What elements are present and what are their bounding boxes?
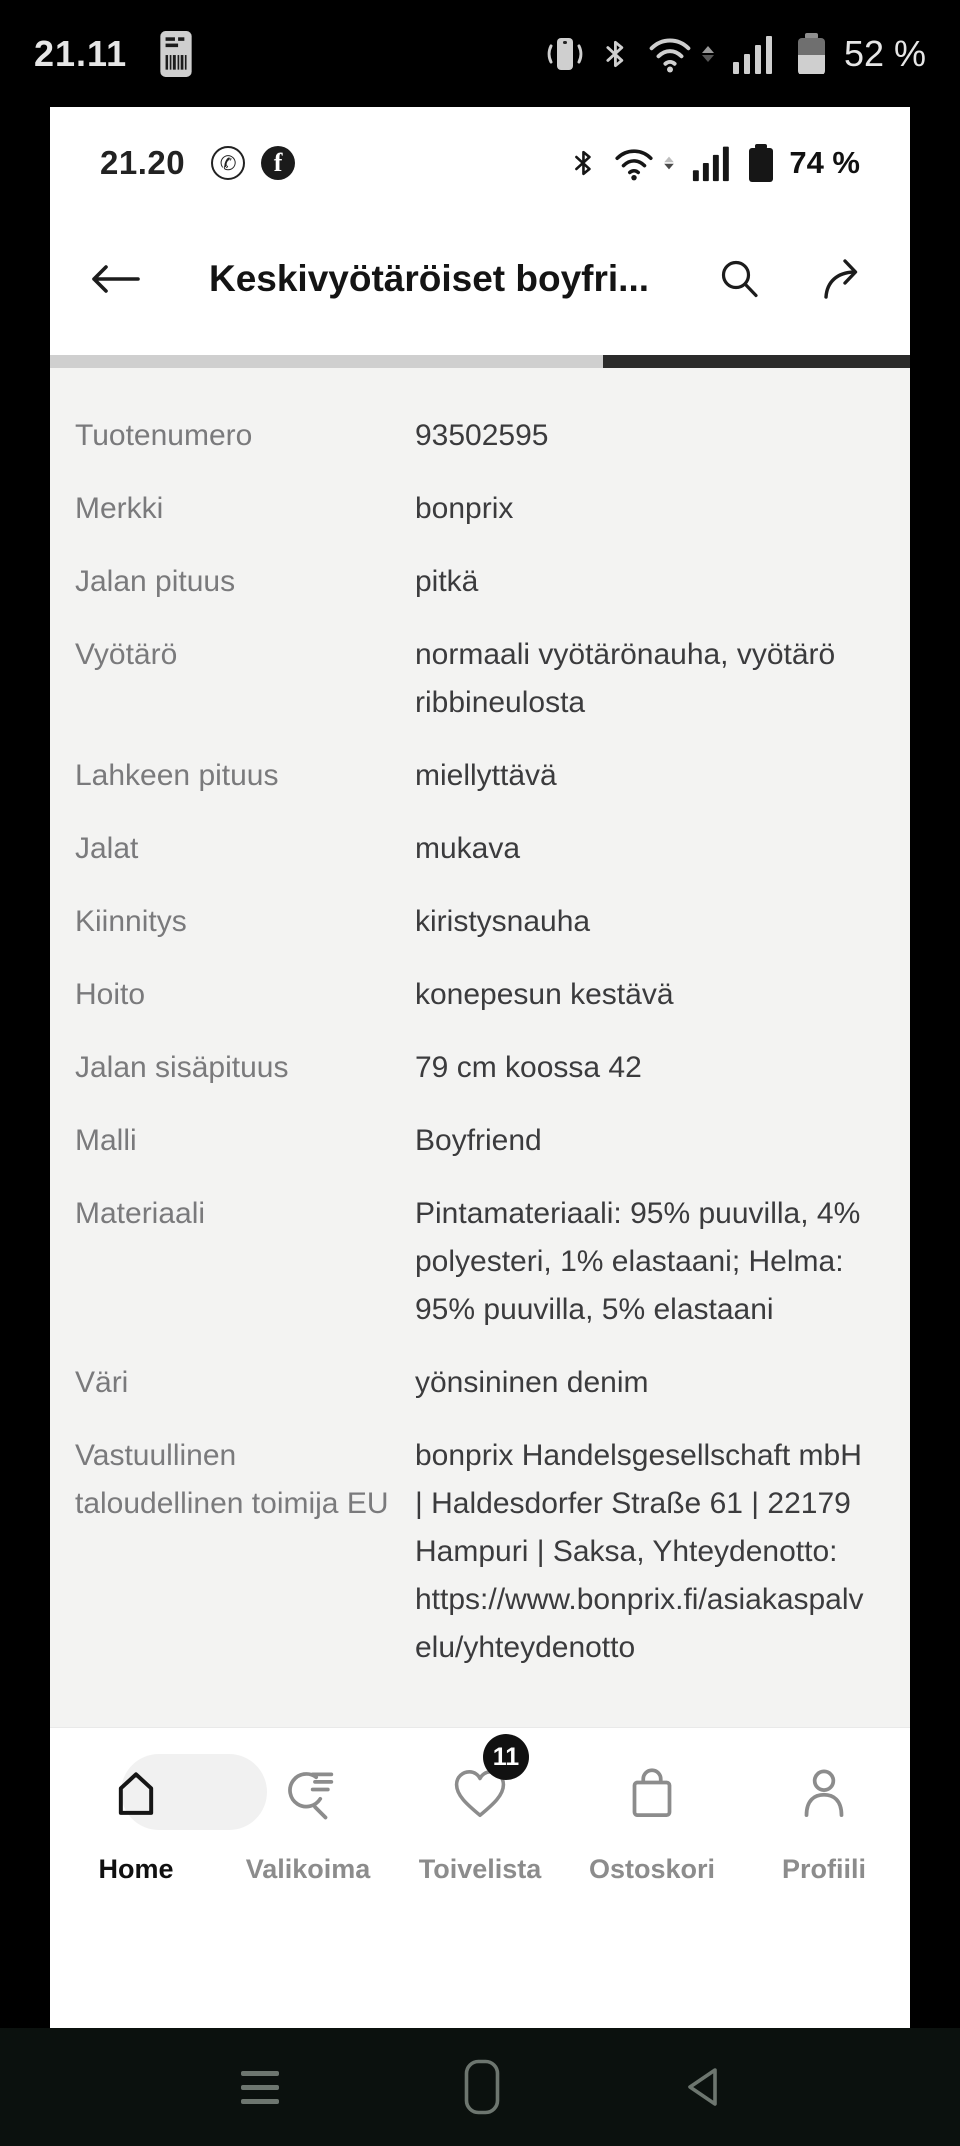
- row-label: Väri: [75, 1366, 129, 1399]
- nav-label: Ostoskori: [588, 1854, 716, 1884]
- facebook-notification-icon: f: [261, 146, 295, 180]
- bluetooth-icon: [602, 34, 630, 74]
- battery-percent: 74 %: [789, 145, 860, 180]
- row-label: Vyötärö: [75, 638, 178, 671]
- nav-label: Home: [98, 1854, 174, 1884]
- inner-clock: 21.20: [100, 144, 186, 181]
- row-value: mukava: [415, 832, 521, 865]
- whatsapp-notification-icon: ✆: [211, 146, 245, 180]
- signal-bars-icon: [691, 143, 733, 183]
- row-value: Pintamateriaali: 95% puuvilla, 4% polyesteri, 1% elastaani; Helma: 95% puuvilla, 5% elastaani: [415, 1197, 861, 1326]
- row-value: konepesun kestävä: [415, 978, 674, 1011]
- outer-clock: 21.11: [34, 32, 128, 74]
- bluetooth-icon: [571, 145, 597, 181]
- inner-status-bar: [50, 131, 910, 195]
- table-row: [75, 752, 870, 800]
- row-label: Hoito: [75, 978, 146, 1011]
- row-label: Jalan pituus: [75, 565, 236, 598]
- table-row: [75, 1359, 870, 1407]
- table-row: [75, 971, 870, 1019]
- nav-item-valikoima[interactable]: [222, 1750, 394, 1885]
- assortment-search-icon: [280, 1765, 336, 1821]
- page-title: Keskivyötäröiset boyfri...: [208, 258, 650, 299]
- table-row: [75, 1044, 870, 1092]
- row-label: Jalat: [75, 832, 139, 865]
- profile-person-icon: [796, 1765, 852, 1821]
- row-value: normaali vyötärönauha, vyötärö ribbineulosta: [415, 638, 836, 719]
- table-row: [75, 631, 870, 727]
- row-value: bonprix Handelsgesellschaft mbH | Haldesdorfer Straße 61 | 22179 Hampuri | Saksa, Yhteydenotto: https://www.bonprix.fi/asiakaspalvelu/yhteydenotto: [415, 1439, 864, 1664]
- table-row: [75, 558, 870, 606]
- row-label: Lahkeen pituus: [75, 759, 279, 792]
- product-details-table: [50, 368, 910, 1727]
- screenshot-notification-icon: [158, 30, 194, 78]
- nav-label: Valikoima: [245, 1854, 371, 1884]
- share-button[interactable]: [820, 256, 868, 302]
- nav-label: Toivelista: [418, 1854, 542, 1884]
- progress-thumb: [603, 355, 910, 368]
- row-label: Vastuullinen taloudellinen toimija EU: [75, 1439, 389, 1520]
- row-label: Merkki: [75, 492, 164, 525]
- home-icon: [108, 1765, 164, 1821]
- progress-track: [50, 355, 603, 368]
- row-label: Jalan sisäpituus: [75, 1051, 289, 1084]
- nav-label: Profiili: [781, 1854, 866, 1884]
- scroll-progress-bar: [50, 355, 910, 368]
- row-label: Kiinnitys: [75, 905, 187, 938]
- table-row: [75, 485, 870, 533]
- row-value: Boyfriend: [415, 1124, 542, 1157]
- wifi-icon: [613, 145, 655, 182]
- nav-item-toivelista[interactable]: [394, 1742, 566, 1885]
- row-value: kiristysnauha: [415, 905, 591, 938]
- outer-status-bar: [0, 0, 960, 107]
- row-value: bonprix: [415, 492, 514, 525]
- table-row: [75, 825, 870, 873]
- recents-button[interactable]: [241, 2071, 279, 2104]
- row-value: 93502595: [415, 419, 549, 452]
- row-label: Materiaali: [75, 1197, 206, 1230]
- back-button[interactable]: [86, 261, 142, 297]
- row-label: Tuotenumero: [75, 419, 253, 452]
- battery-icon: [749, 144, 773, 182]
- table-row: [75, 898, 870, 946]
- data-activity-arrows-icon: [665, 157, 675, 170]
- row-value: 79 cm koossa 42: [415, 1051, 642, 1084]
- back-button[interactable]: [685, 2066, 719, 2108]
- table-row: [75, 1117, 870, 1165]
- row-value: miellyttävä: [415, 759, 557, 792]
- row-value: pitkä: [415, 565, 479, 598]
- vibrate-icon: [545, 33, 585, 75]
- battery-icon: [798, 33, 825, 75]
- search-button[interactable]: [716, 256, 762, 302]
- table-row: [75, 412, 870, 460]
- share-icon: [820, 256, 868, 302]
- viewed-screenshot: [50, 107, 910, 2028]
- app-header: [50, 225, 910, 333]
- table-row: [75, 1190, 870, 1334]
- outer-android-nav: [0, 2028, 960, 2146]
- bottom-navigation: [50, 1727, 910, 2028]
- nav-item-profiili[interactable]: [738, 1750, 910, 1885]
- row-label: Malli: [75, 1124, 137, 1157]
- row-value: yönsininen denim: [415, 1366, 649, 1399]
- data-activity-arrows-icon: [702, 46, 714, 62]
- search-icon: [716, 256, 762, 302]
- table-row: [75, 1432, 870, 1672]
- shopping-bag-icon: [624, 1765, 680, 1821]
- home-button[interactable]: [464, 2059, 500, 2115]
- nav-item-home[interactable]: [50, 1750, 222, 1885]
- battery-percent: 52 %: [843, 32, 926, 74]
- signal-bars-icon: [731, 32, 777, 76]
- nav-item-ostoskori[interactable]: [566, 1750, 738, 1885]
- wifi-icon: [647, 34, 693, 74]
- wishlist-count-badge: 11: [483, 1734, 529, 1780]
- back-arrow-icon: [86, 261, 142, 297]
